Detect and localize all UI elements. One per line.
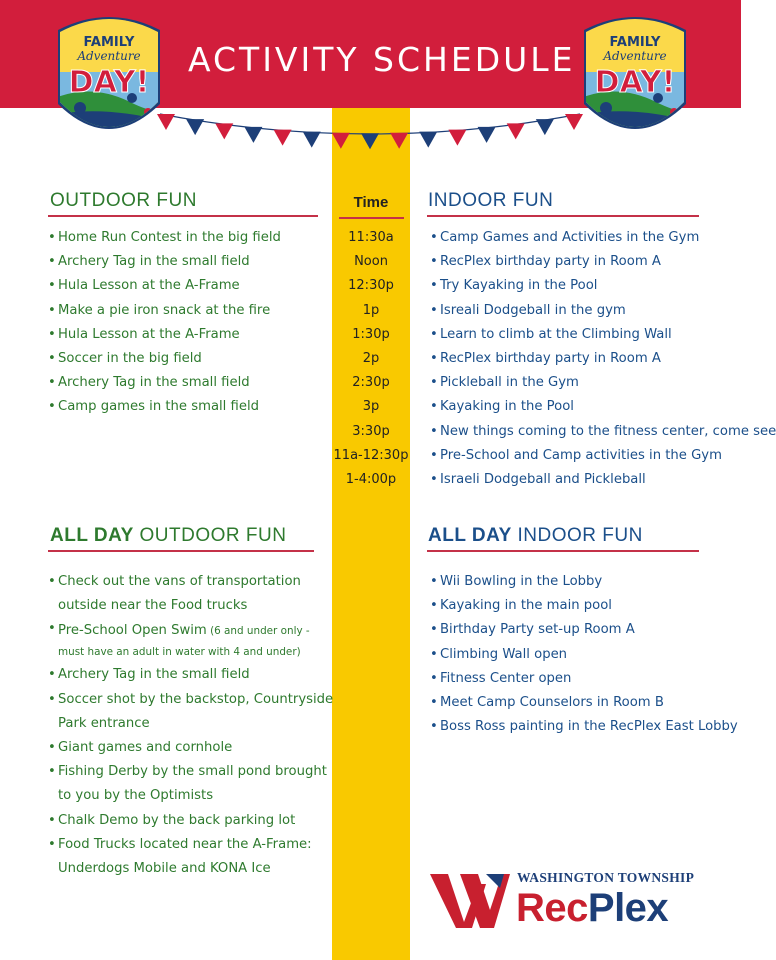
list-item: • Hula Lesson at the A-Frame xyxy=(48,323,281,347)
list-item: • Hula Lesson at the A-Frame xyxy=(48,274,281,298)
list-item-text: Food Trucks located near the A-Frame: xyxy=(58,836,312,852)
bunting-flag xyxy=(361,133,379,149)
org-name: WASHINGTON TOWNSHIP xyxy=(517,870,695,885)
all-day-outdoor-bold: ALL DAY xyxy=(50,525,134,546)
bunting-flag xyxy=(303,132,321,148)
time-heading: Time xyxy=(353,194,389,211)
list-item-note: must have an adult in water with 4 and under) xyxy=(58,646,301,659)
bunting-flag xyxy=(332,133,350,149)
list-item: • Make a pie iron snack at the fire xyxy=(48,299,281,323)
bunting-flag xyxy=(186,119,204,135)
list-item: • Wii Bowling in the Lobby xyxy=(430,570,738,594)
list-item-text: Chalk Demo by the back parking lot xyxy=(58,812,296,828)
list-item: • Try Kayaking in the Pool xyxy=(430,274,776,298)
list-item-text: outside near the Food trucks xyxy=(58,598,248,614)
list-item-text: Fishing Derby by the small pond brought xyxy=(58,764,327,780)
list-item: • Kayaking in the Pool xyxy=(430,395,776,419)
list-item: • RecPlex birthday party in Room A xyxy=(430,250,776,274)
list-item: • Kayaking in the main pool xyxy=(430,594,738,618)
time-slot: 3p xyxy=(362,399,380,415)
list-item xyxy=(48,663,333,687)
list-item: • Soccer in the big field xyxy=(48,347,281,371)
wordmark-rec: Rec xyxy=(516,886,588,930)
list-item: • Camp Games and Activities in the Gym xyxy=(430,226,776,250)
list-item: • Archery Tag in the small field xyxy=(48,250,281,274)
bunting-flag xyxy=(478,127,496,143)
list-item: • Pickleball in the Gym xyxy=(430,371,776,395)
bunting-flag xyxy=(274,130,292,146)
bunting-flag xyxy=(536,119,554,135)
indoor-schedule-list xyxy=(430,226,776,492)
all-day-indoor-rule xyxy=(427,550,699,552)
list-item-text: Giant games and cornhole xyxy=(58,740,233,756)
list-item: • Pre-School and Camp activities in the Gym xyxy=(430,444,776,468)
list-item: • Birthday Party set-up Room A xyxy=(430,618,738,642)
bunting-flag xyxy=(448,130,466,146)
bunting-decoration xyxy=(160,108,580,148)
all-day-outdoor-list xyxy=(48,570,333,881)
all-day-indoor-rest: INDOOR FUN xyxy=(511,525,643,546)
bunting-flag xyxy=(419,132,437,148)
time-slot: 2:30p xyxy=(352,375,390,391)
list-item-text: Underdogs Mobile and KONA Ice xyxy=(58,861,271,877)
list-item: • Archery Tag in the small field xyxy=(48,371,281,395)
list-item: • New things coming to the fitness center, come see xyxy=(430,420,776,444)
time-slot: 1p xyxy=(362,302,380,318)
time-slot: 11a-12:30p xyxy=(333,447,409,463)
wordmark-plex: Plex xyxy=(587,886,669,930)
all-day-outdoor-heading xyxy=(50,525,286,547)
time-slot: 1-4:00p xyxy=(345,472,397,488)
bunting-flag xyxy=(507,123,525,139)
svg-text:Adventure: Adventure xyxy=(77,49,141,63)
list-item: • Fitness Center open xyxy=(430,667,738,691)
list-item-note: (6 and under only - xyxy=(206,625,310,638)
list-item: • Home Run Contest in the big field xyxy=(48,226,281,250)
svg-text:Adventure: Adventure xyxy=(603,49,667,63)
list-item: • Climbing Wall open xyxy=(430,643,738,667)
list-item-text: Soccer shot by the backstop, Countryside xyxy=(58,691,334,707)
time-slot: 3:30p xyxy=(352,423,390,439)
time-slot: 11:30a xyxy=(348,230,394,245)
bunting-flag xyxy=(244,127,262,143)
svg-text:DAY!: DAY! xyxy=(594,65,676,100)
time-heading-rule xyxy=(339,217,404,219)
indoor-fun-heading: INDOOR FUN xyxy=(428,190,554,211)
list-item xyxy=(48,760,333,808)
time-slot: 12:30p xyxy=(348,278,394,294)
list-item xyxy=(48,809,333,833)
list-item: • Isreali Dodgeball in the gym xyxy=(430,299,776,323)
list-item-text: Archery Tag in the small field xyxy=(58,667,250,683)
list-item xyxy=(48,736,333,760)
time-slot: Noon xyxy=(354,254,388,270)
bunting-flag xyxy=(390,133,408,149)
svg-text:DAY!: DAY! xyxy=(68,65,150,100)
all-day-outdoor-rest: OUTDOOR FUN xyxy=(133,525,287,546)
all-day-indoor-heading xyxy=(428,525,643,547)
outdoor-fun-heading: OUTDOOR FUN xyxy=(50,190,197,211)
time-list xyxy=(332,226,410,492)
list-item-text: Park entrance xyxy=(58,715,150,731)
bunting-flag xyxy=(215,123,233,139)
list-item: • Israeli Dodgeball and Pickleball xyxy=(430,468,776,492)
all-day-outdoor-rule xyxy=(48,550,314,552)
list-item: • RecPlex birthday party in Room A xyxy=(430,347,776,371)
time-slot: 2p xyxy=(362,351,380,367)
outdoor-heading-rule xyxy=(48,215,318,217)
family-adventure-day-logo-right xyxy=(576,12,694,140)
indoor-heading-rule xyxy=(427,215,699,217)
outdoor-schedule-list xyxy=(48,226,281,420)
list-item-text: to you by the Optimists xyxy=(58,788,214,804)
list-item: • Learn to climb at the Climbing Wall xyxy=(430,323,776,347)
all-day-indoor-bold: ALL DAY xyxy=(428,525,512,546)
list-item-text: Pre-School Open Swim xyxy=(58,623,207,639)
list-item: • Camp games in the small field xyxy=(48,395,281,419)
list-item xyxy=(48,833,333,881)
list-item xyxy=(48,618,333,663)
recplex-wordmark xyxy=(516,886,668,931)
svg-text:FAMILY: FAMILY xyxy=(609,35,661,50)
list-item-text: Check out the vans of transportation xyxy=(58,574,301,589)
svg-text:FAMILY: FAMILY xyxy=(83,35,135,50)
all-day-indoor-list xyxy=(430,570,738,739)
page-title: ACTIVITY SCHEDULE xyxy=(188,40,576,79)
family-adventure-day-logo xyxy=(50,12,168,140)
time-slot: 1:30p xyxy=(352,326,390,342)
list-item: • Boss Ross painting in the RecPlex East Lobby xyxy=(430,715,738,739)
list-item xyxy=(48,570,333,618)
list-item xyxy=(48,688,333,736)
list-item: • Meet Camp Counselors in Room B xyxy=(430,691,738,715)
